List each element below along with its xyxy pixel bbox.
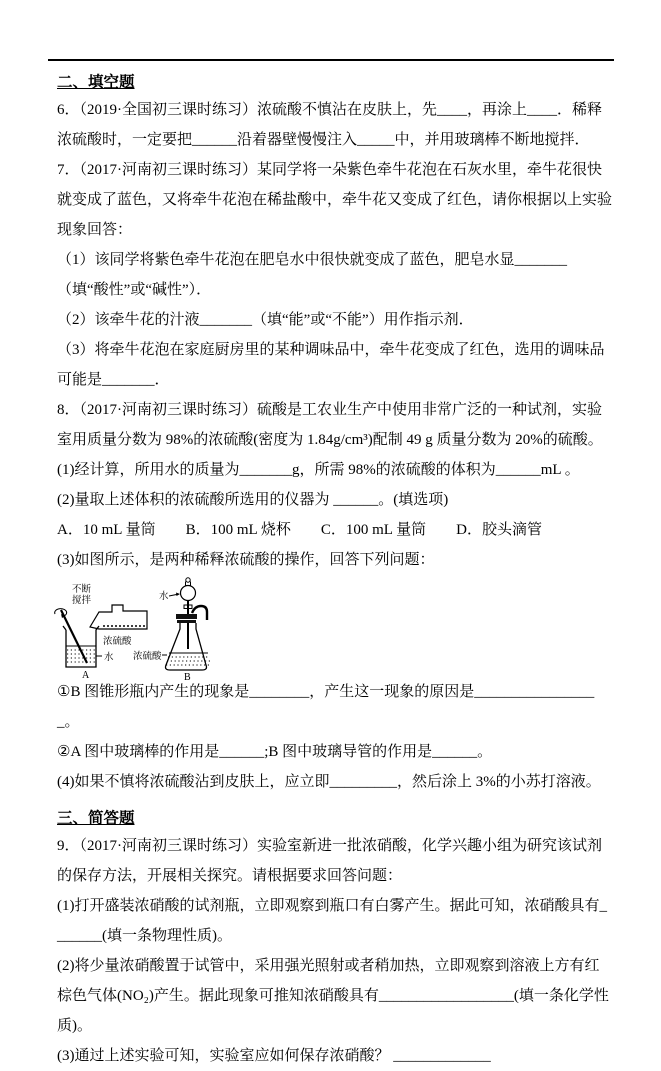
question-8-item-1: (1)经计算，所用水的质量为_______g，所需 98%的浓硫酸的体积为______mL 。 xyxy=(57,462,580,478)
question-8-stem: 8．（2017·河南初三课时练习）硫酸是工农业生产中使用非常广泛的一种试剂，实验室用质量分数为 98%的浓硫酸(密度为 1.84g/cm³)配制 49 g 质量分数为 20%的硫酸。 xyxy=(57,402,603,448)
dilution-apparatus-diagram xyxy=(53,577,614,682)
question-7-item-1: （1）该同学将紫色牵牛花泡在肥皂水中很快就变成了蓝色，肥皂水显_______（填“酸性”或“碱性”）． xyxy=(57,252,568,298)
question-8-item-4: (4)如果不慎将浓硫酸沾到皮肤上，应立即_________，然后涂上 3%的小苏打溶液。 xyxy=(57,774,601,790)
stir-label-line2: 搅拌 xyxy=(72,596,92,606)
question-6: 6．（2019·全国初三课时练习）浓硫酸不慎沾在皮肤上，先____，再涂上____．稀释浓硫酸时，一定要把______沿着器壁慢慢注入_____中，并用玻璃棒不断地搅拌． xyxy=(57,102,602,148)
water-label-b: 水 xyxy=(159,592,169,602)
top-divider-line xyxy=(48,59,614,61)
question-8-options: A．10 mL 量筒 B．100 mL 烧杯 C．100 mL 量筒 D．胶头滴管 xyxy=(57,522,542,538)
question-8-item-2: (2)量取上述体积的浓硫酸所选用的仪器为 ______。(填选项) xyxy=(57,492,449,508)
question-7-item-3: （3）将牵牛花泡在家庭厨房里的某种调味品中，牵牛花变成了红色，选用的调味品可能是_______． xyxy=(57,342,605,388)
section-short-answer-heading: 三、简答题 xyxy=(57,810,135,827)
question-7-stem: 7．（2017·河南初三课时练习）某同学将一朵紫色牵牛花泡在石灰水里，牵牛花很快就变成了蓝色，又将牵牛花泡在稀盐酸中，牵牛花又变成了红色，请你根据以上实验现象回答： xyxy=(57,162,613,238)
question-8-item-3: (3)如图所示，是两种稀释浓硫酸的操作，回答下列问题： xyxy=(57,552,435,568)
question-8-sub-2: ②A 图中玻璃棒的作用是______;B 图中玻璃导管的作用是______。 xyxy=(57,744,493,760)
acid-label-b: 浓硫酸 xyxy=(133,652,162,662)
question-9-stem: 9．（2017·河南初三课时练习）实验室新进一批浓硝酸，化学兴趣小组为研究该试剂的保存方法，开展相关探究。请根据要求回答问题： xyxy=(57,838,602,884)
setup-b-letter: B xyxy=(184,672,191,682)
question-7-item-2: （2）该牵牛花的汁液_______（填“能”或“不能”）用作指示剂． xyxy=(57,312,474,328)
water-label-a: 水 xyxy=(104,653,114,663)
question-9-item-3: (3)通过上述实验可知，实验室应如何保存浓硝酸？ _____________ xyxy=(57,1048,491,1064)
acid-bottle-outline xyxy=(90,605,147,629)
erlenmeyer-flask-outline xyxy=(166,623,207,670)
question-9-item-1: (1)打开盛装浓硝酸的试剂瓶，立即观察到瓶口有白雾产生。据此可知，浓硝酸具有_______(填一条物理性质)。 xyxy=(57,898,607,944)
section-fill-in-heading: 二、填空题 xyxy=(57,74,135,91)
acid-label-a: 浓硫酸 xyxy=(103,637,132,647)
stir-label-line1: 不断 xyxy=(72,585,92,595)
dropping-funnel-bulb xyxy=(181,586,196,601)
question-8-sub-1: ①B 图锥形瓶内产生的现象是________，产生这一现象的原因是_________________。 xyxy=(57,684,595,730)
funnel-stopper-knob xyxy=(186,578,190,582)
setup-a-letter: A xyxy=(82,670,90,681)
setup-b-flask-diagram xyxy=(162,578,211,670)
stir-rotation-arrow-icon xyxy=(55,609,67,616)
question-9-item-2: (2)将少量浓硝酸置于试管中，采用强光照射或者稍加热，立即观察到溶液上方有红棕色气体(NO₂)产生。据此现象可推知浓硝酸具有__________________(填一条化学性质)。 xyxy=(57,958,609,1034)
glass-rod xyxy=(61,610,87,663)
